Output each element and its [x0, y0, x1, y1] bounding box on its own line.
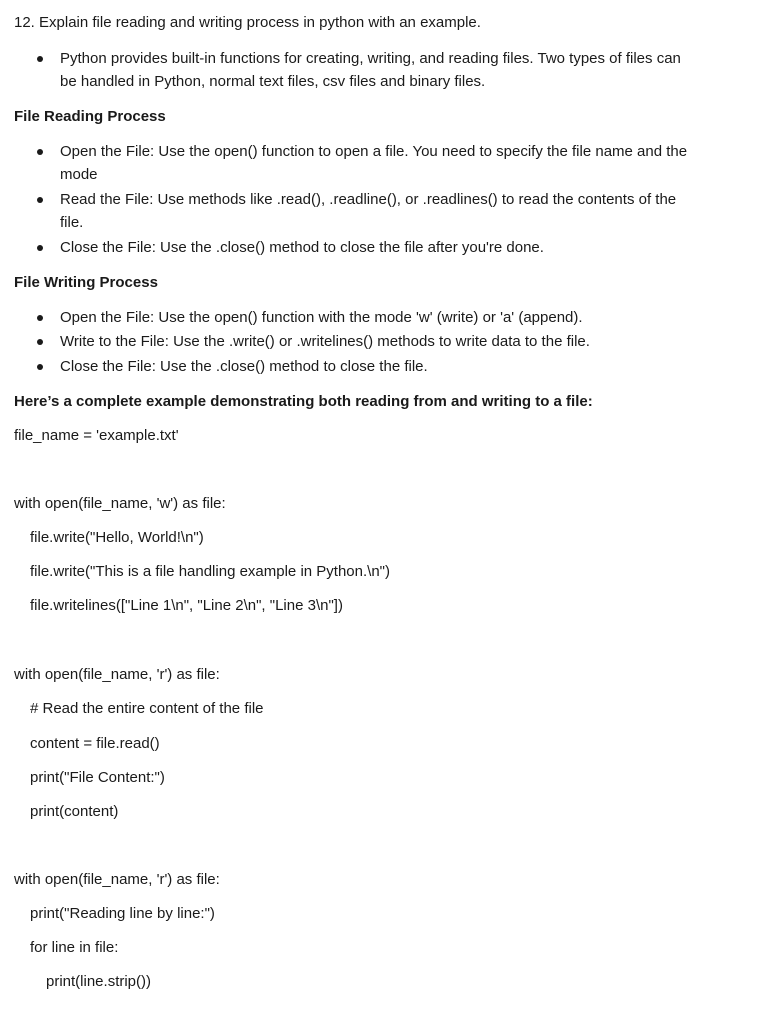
- reading-bullet-1-line-1: Open the File: Use the open() function to open a file. You need to specify the file name and the: [60, 143, 688, 160]
- reading-bullet-1-line-2: mode: [60, 166, 98, 183]
- code-line: print(content): [30, 803, 119, 820]
- bullet-icon: [37, 339, 43, 345]
- intro-text-line-1: Python provides built-in functions for creating, writing, and reading files. Two types of files can: [60, 50, 681, 67]
- reading-bullet-3: Close the File: Use the .close() method to close the file after you're done.: [60, 239, 544, 256]
- writing-bullet-1: Open the File: Use the open() function with the mode 'w' (write) or 'a' (append).: [60, 309, 583, 326]
- bullet-icon: [37, 197, 43, 203]
- writing-bullet-3: Close the File: Use the .close() method to close the file.: [60, 358, 428, 375]
- reading-bullet-2-line-1: Read the File: Use methods like .read(), .readline(), or .readlines() to read the contents of the: [60, 191, 677, 208]
- code-line: with open(file_name, 'r') as file:: [14, 666, 220, 683]
- code-line: print(line.strip()): [46, 973, 152, 990]
- code-line: file.write("Hello, World!\n"): [30, 529, 204, 546]
- code-line: print("File Content:"): [30, 769, 165, 786]
- bullet-icon: [37, 364, 43, 370]
- intro-text-line-2: be handled in Python, normal text files, csv files and binary files.: [60, 73, 486, 90]
- bullet-icon: [37, 245, 43, 251]
- writing-bullet-2: Write to the File: Use the .write() or .writelines() methods to write data to the file.: [60, 333, 590, 350]
- bullet-icon: [37, 149, 43, 155]
- code-line: with open(file_name, 'w') as file:: [14, 495, 226, 512]
- code-line: content = file.read(): [30, 735, 160, 752]
- code-line: with open(file_name, 'r') as file:: [14, 871, 220, 888]
- code-line: file.write("This is a file handling example in Python.\n"): [30, 563, 390, 580]
- code-line: file_name = 'example.txt': [14, 427, 179, 444]
- reading-section-heading: File Reading Process: [14, 108, 166, 125]
- example-heading: Here’s a complete example demonstrating both reading from and writing to a file:: [14, 393, 593, 410]
- bullet-icon: [37, 56, 43, 62]
- code-line: file.writelines(["Line 1\n", "Line 2\n", "Line 3\n"]): [30, 597, 343, 614]
- writing-section-heading: File Writing Process: [14, 274, 158, 291]
- bullet-icon: [37, 315, 43, 321]
- code-line: print("Reading line by line:"): [30, 905, 215, 922]
- reading-bullet-2-line-2: file.: [60, 214, 84, 231]
- code-comment: # Read the entire content of the file: [30, 700, 264, 717]
- code-line: for line in file:: [30, 939, 119, 956]
- question-title: 12. Explain file reading and writing process in python with an example.: [14, 14, 481, 31]
